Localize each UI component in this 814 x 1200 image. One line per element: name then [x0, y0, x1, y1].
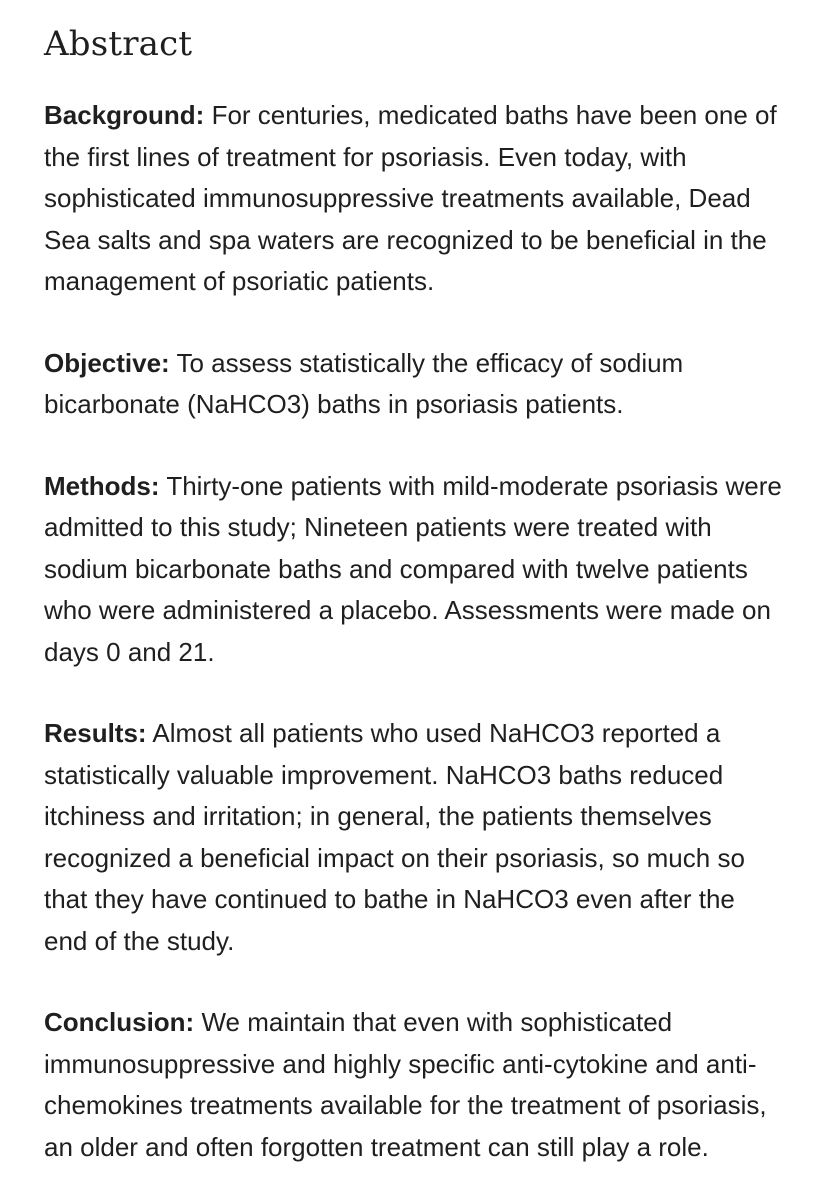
section-text-results: Almost all patients who used NaHCO3 reported a statistically valuable improvement. NaHCO3 baths reduced itchiness and irritation; in general, the patients themselves recognized a beneficial impact on their psoriasis, so much so that they have continued to bathe in NaHCO3 even after the end of the study. [44, 718, 745, 956]
section-objective [44, 343, 784, 426]
section-label-background: Background: [44, 100, 205, 130]
section-label-objective: Objective: [44, 347, 170, 378]
section-text-objective: To assess statistically the efficacy of sodium bicarbonate (NaHCO3) baths in psoriasis patients. [44, 347, 684, 419]
section-text-background: For centuries, medicated baths have been one of the first lines of treatment for psoriasis. Even today, with sophisticated immunosuppressive treatments available, Dead Sea salts and spa waters are recognized to be beneficial in the management of psoriatic patients. [44, 100, 777, 296]
section-label-methods: Methods: [44, 470, 160, 501]
abstract-heading: Abstract [44, 24, 193, 64]
section-background [44, 95, 784, 303]
section-label-conclusion: Conclusion: [44, 1007, 195, 1037]
section-text-methods: Thirty-one patients with mild-moderate psoriasis were admitted to this study; Nineteen patients were treated with sodium bicarbonate baths and compared with twelve patients who were administered a placebo. Assessments were made on days 0 and 21. [44, 470, 782, 667]
section-conclusion [44, 1002, 784, 1168]
section-methods [44, 466, 784, 674]
section-text-conclusion: We maintain that even with sophisticated immunosuppressive and highly specific anti-cytokine and anti-chemokines treatments available for the treatment of psoriasis, an older and often forgotten treatment can still play a role. [44, 1007, 767, 1162]
abstract-page [44, 18, 784, 1168]
section-label-results: Results: [44, 718, 147, 748]
section-results [44, 713, 784, 962]
